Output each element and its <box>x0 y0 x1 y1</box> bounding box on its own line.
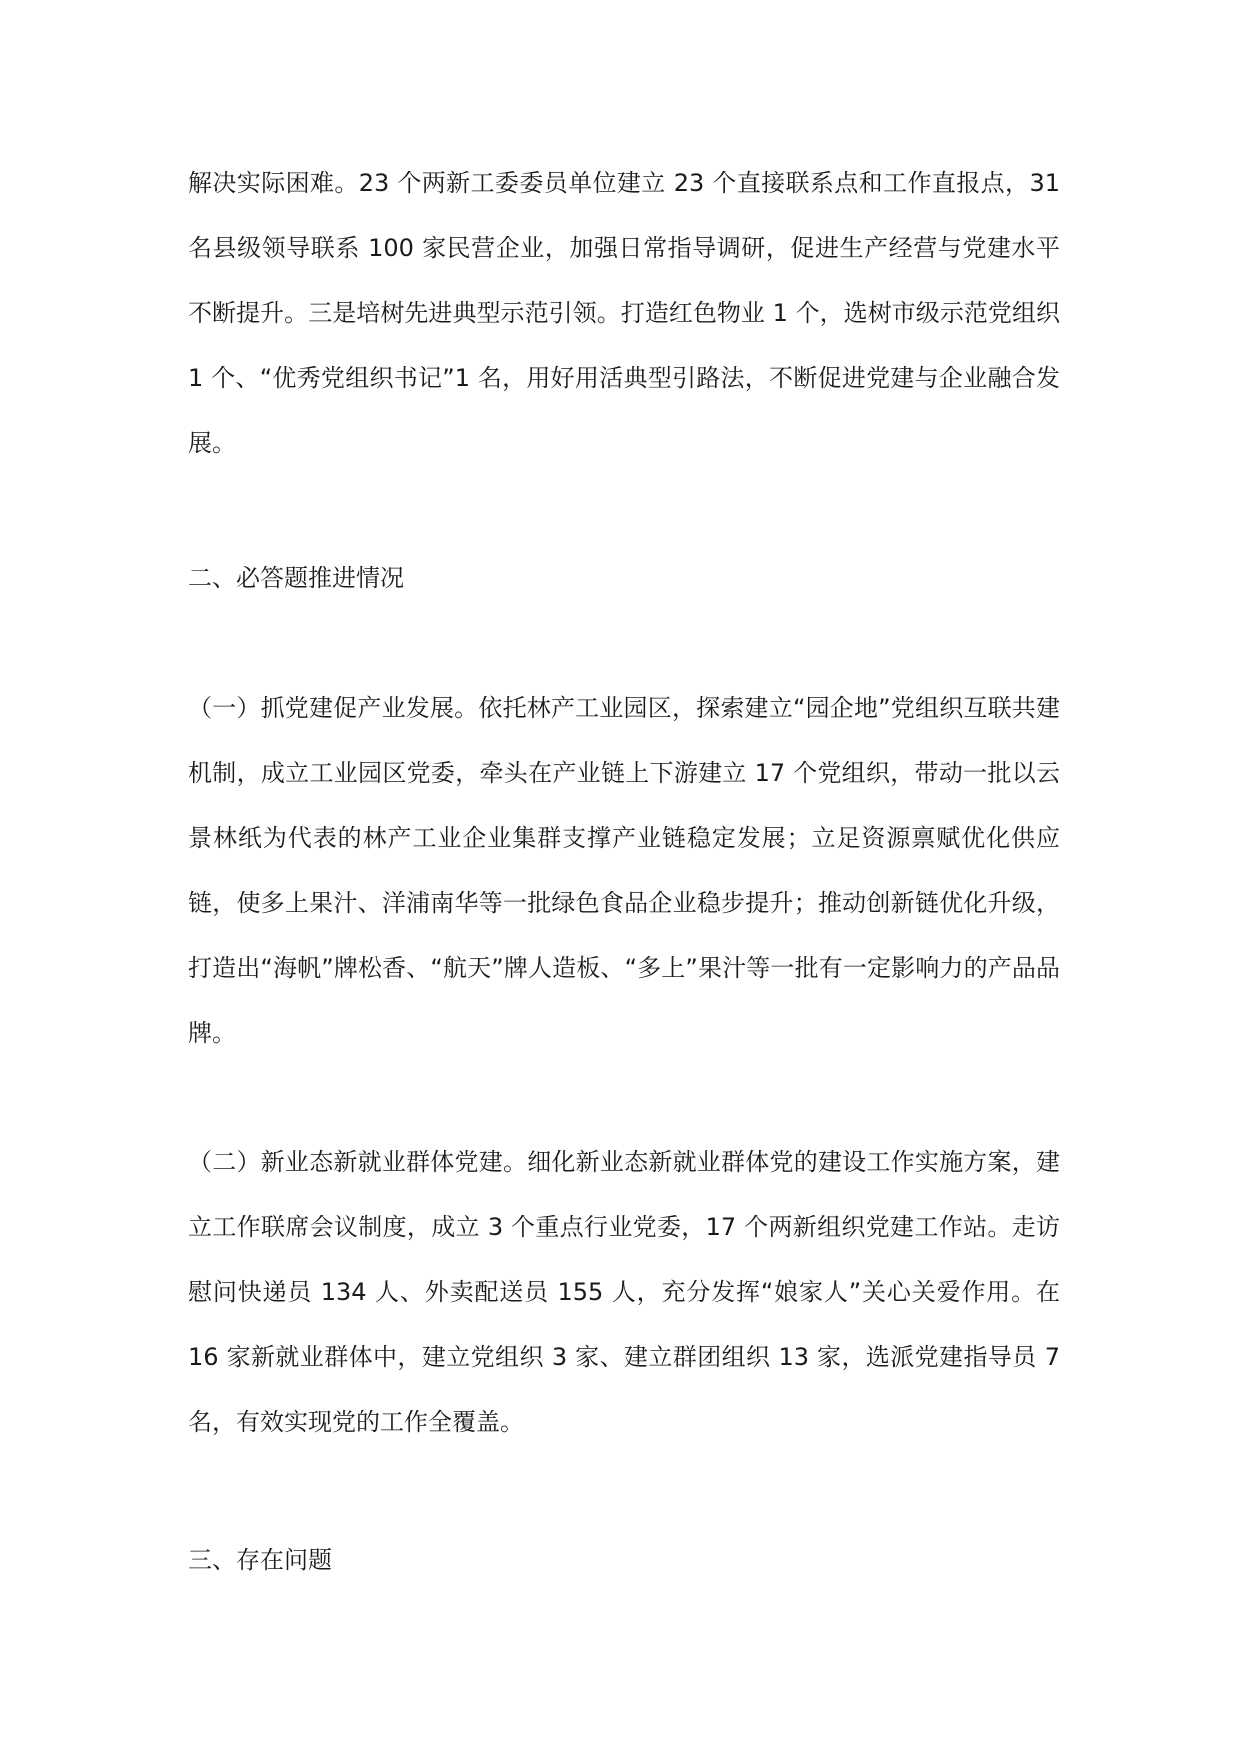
paragraph-subsection-1: （一）抓党建促产业发展。依托林产工业园区，探索建立“园企地”党组织互联共建机制，成立工业园区党委，牵头在产业链上下游建立 17 个党组织，带动一批以云景林纸为代表的林产工业企业集群支撑产业链稳定发展；立足资源禀赋优化供应链，使多上果汁、洋浦南华等一批绿色食品企业稳步提升；推动创新链优化升级，打造出“海帆”牌松香、“航天”牌人造板、“多上”果汁等一批有一定影响力的产品品牌。 <box>188 694 1060 1047</box>
section-heading-3: 三、存在问题 <box>188 1546 332 1574</box>
section-heading-2: 二、必答题推进情况 <box>188 564 404 592</box>
paragraph-subsection-2: （二）新业态新就业群体党建。细化新业态新就业群体党的建设工作实施方案，建立工作联席会议制度，成立 3 个重点行业党委，17 个两新组织党建工作站。走访慰问快递员 134 人、外卖配送员 155 人，充分发挥“娘家人”关心关爱作用。在 16 家新就业群体中，建立党组织 3 家、建立群团组织 13 家，选派党建指导员 7 名，有效实现党的工作全覆盖。 <box>188 1148 1060 1436</box>
paragraph-intro-continuation: 解决实际困难。23 个两新工委委员单位建立 23 个直接联系点和工作直报点，31 名县级领导联系 100 家民营企业，加强日常指导调研，促进生产经营与党建水平不断提升。三是培树先进典型示范引领。打造红色物业 1 个，选树市级示范党组织 1 个、“优秀党组织书记”1 名，用好用活典型引路法，不断促进党建与企业融合发展。 <box>188 169 1060 457</box>
